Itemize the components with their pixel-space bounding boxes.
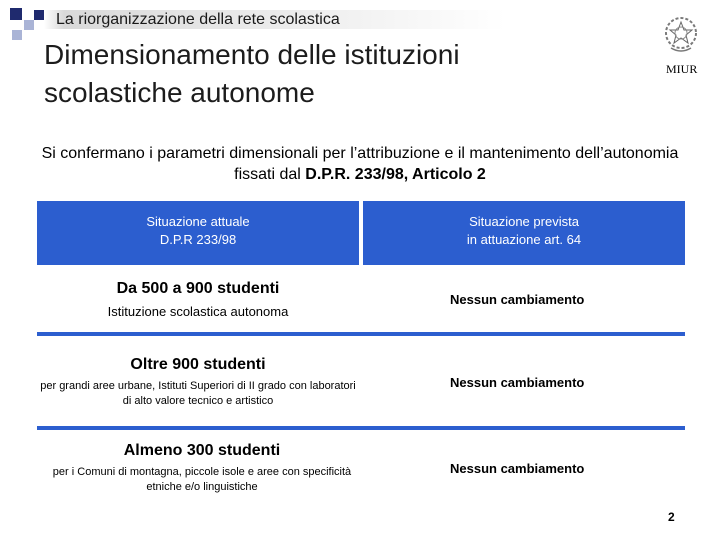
row-condition: [37, 279, 359, 320]
row-condition: [37, 355, 359, 409]
row-divider: [37, 332, 685, 336]
row-divider: [37, 426, 685, 430]
table-header-planned: [363, 201, 685, 265]
decorative-square-dark: [34, 10, 44, 20]
row-main-text: Almeno 300 studenti: [123, 442, 281, 459]
row-condition: [37, 441, 367, 495]
row-result: Nessun cambiamento: [450, 375, 585, 390]
header-subtitle: D.P.R 233/98: [159, 232, 237, 247]
decorative-square-dark: [10, 8, 22, 20]
row-detail-text: per i Comuni di montagna, piccole isole e aree con specificità etniche e/o linguistiche: [52, 466, 352, 493]
italian-emblem-icon: [662, 14, 700, 54]
row-main-text: Da 500 a 900 studenti: [116, 280, 280, 297]
intro-text: Si confermano i parametri dimensionali per l’attribuzione e il mantenimento dell’autonomia fissati dal: [41, 145, 679, 183]
section-header-bar: [44, 10, 704, 29]
row-detail-text: per grandi aree urbane, Istituti Superiori di II grado con laboratori di alto valore tecnico e artistico: [40, 380, 356, 407]
header-title: Situazione attuale: [146, 214, 250, 229]
section-title: La riorganizzazione della rete scolastica: [56, 11, 340, 28]
dimensioning-table: [37, 201, 685, 501]
decorative-square-light: [24, 20, 34, 30]
row-result: Nessun cambiamento: [450, 292, 585, 307]
header-subtitle: in attuazione art. 64: [466, 232, 582, 247]
row-main-text: Oltre 900 studenti: [130, 356, 266, 373]
row-detail-text: Istituzione scolastica autonoma: [107, 304, 289, 319]
table-row: [37, 279, 685, 339]
page-number: 2: [668, 510, 675, 524]
row-result: Nessun cambiamento: [450, 461, 585, 476]
intro-reference: D.P.R. 233/98, Articolo 2: [305, 166, 486, 183]
decorative-square-light: [12, 30, 22, 40]
intro-paragraph: [40, 143, 680, 185]
table-row: [37, 355, 685, 425]
table-header-current: [37, 201, 359, 265]
logo-label: MIUR: [666, 62, 698, 76]
page-title: Dimensionamento delle istituzioni scolastiche autonome: [44, 39, 460, 108]
header-title: Situazione prevista: [469, 214, 579, 229]
table-row: [37, 441, 685, 501]
